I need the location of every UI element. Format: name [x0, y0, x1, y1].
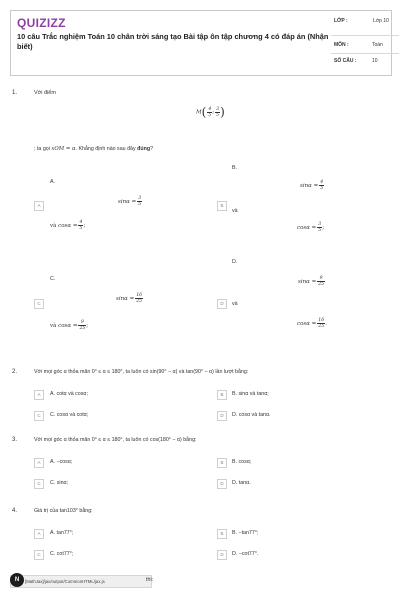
option-text: B. −tan77°; [232, 530, 259, 536]
answer-box-c[interactable]: C [34, 550, 44, 560]
answer-box-a[interactable]: A [34, 201, 44, 211]
answer-box-c[interactable]: C [34, 299, 44, 309]
meta-divider [331, 53, 399, 54]
option-c-sin: sinα = $\frac{16}{25}$ [116, 293, 143, 304]
option-letter: C. [50, 276, 56, 282]
point-x: $\frac{4}{5}$ [208, 106, 212, 118]
option-b-cos: cosα = $\frac{3}{5}$ ; [297, 222, 325, 233]
option-text: A. tan77°; [50, 530, 74, 536]
point-name: M [196, 109, 202, 116]
question-text: Với điểm [34, 90, 56, 96]
option-a-cos: và cosα = $\frac{4}{5}$ ; [50, 220, 86, 231]
answer-box-d[interactable]: D [217, 411, 227, 421]
option-d-cos: cosα = $\frac{16}{25}$ . [297, 318, 327, 329]
answer-box-d[interactable]: D [217, 479, 227, 489]
class-value: Lớp 10 [373, 18, 389, 24]
question-number: 1. [12, 90, 18, 96]
option-b-and: và [232, 208, 238, 214]
emphasis-word: đúng [137, 146, 151, 152]
question-condition: ; ta gọi xOM = α. Khẳng định nào sau đây đúng? [34, 146, 154, 152]
answer-box-c[interactable]: C [34, 411, 44, 421]
mathjax-status-bar [10, 575, 152, 588]
option-text: C. sinα; [50, 480, 69, 486]
option-text: D. −cot77°. [232, 551, 259, 557]
question-number: 2. [12, 369, 18, 375]
option-d-and: và [232, 301, 238, 307]
question-number: 4. [12, 508, 18, 514]
answer-box-b[interactable]: B [217, 390, 227, 400]
truncated-question-text: thì: [146, 577, 154, 583]
option-b-sin: sinα = $\frac{4}{5}$ [300, 180, 324, 191]
count-label: SỐ CÂU : [334, 58, 357, 64]
option-text: D. cosα và tanα. [232, 412, 271, 418]
worksheet-header [10, 10, 392, 76]
option-text: B. cosα; [232, 459, 252, 465]
option-text: B. sinα và tanα; [232, 391, 269, 397]
option-letter: D. [232, 259, 238, 265]
answer-box-a[interactable]: A [34, 390, 44, 400]
question-number: 3. [12, 437, 18, 443]
option-text: C. cot77°; [50, 551, 74, 557]
option-c-cos: và cosα = $\frac{9}{25}$ ; [50, 320, 89, 331]
question-text: Giá trị của tan103° bằng: [34, 508, 93, 514]
answer-box-b[interactable]: B [217, 529, 227, 539]
point-formula: M( $\frac{4}{5}$ ; $\frac{3}{5}$ ) [196, 105, 225, 119]
option-text: C. cosα và cotα; [50, 412, 89, 418]
answer-box-c[interactable]: C [34, 479, 44, 489]
quizizz-logo: QUIZIZZ [17, 16, 66, 30]
point-y: $\frac{3}{5}$ [216, 106, 220, 118]
option-letter: B. [232, 165, 238, 171]
subject-value: Toán [372, 42, 383, 48]
worksheet-title: 10 câu Trắc nghiệm Toán 10 chân trời sáng tạo Bài tập ôn tập chương 4 có đáp án (Nhận biết) [17, 32, 329, 51]
option-d-sin: sinα = $\frac{9}{25}$ [298, 276, 325, 287]
option-text: A. cotα và cosα; [50, 391, 88, 397]
option-letter: A. [50, 179, 56, 185]
angle-expression: xOM = α [51, 146, 76, 152]
option-text: A. −cosα; [50, 459, 73, 465]
subject-label: MÔN : [334, 42, 349, 48]
option-a-sin: sinα = $\frac{3}{5}$ [118, 196, 142, 207]
answer-box-b[interactable]: B [217, 201, 227, 211]
answer-box-d[interactable]: D [217, 299, 227, 309]
option-text: D. tanα. [232, 480, 251, 486]
count-value: 10 [372, 58, 378, 64]
meta-divider [331, 35, 399, 36]
answer-box-a[interactable]: A [34, 458, 44, 468]
answer-box-a[interactable]: A [34, 529, 44, 539]
class-label: LỚP : [334, 18, 348, 24]
question-text: Với mọi góc α thỏa mãn 0° ≤ α ≤ 180°, ta luôn có sin(90° − α) và tan(90° − α) lần lượt bằng: [34, 369, 249, 375]
notification-badge[interactable]: N [10, 573, 24, 587]
status-text: [MathJax]/jax/output/CommonHTML/jax.js [25, 579, 105, 584]
question-text: Với mọi góc α thỏa mãn 0° ≤ α ≤ 180°, ta luôn có cos(180° − α) bằng: [34, 437, 197, 443]
answer-box-d[interactable]: D [217, 550, 227, 560]
answer-box-b[interactable]: B [217, 458, 227, 468]
